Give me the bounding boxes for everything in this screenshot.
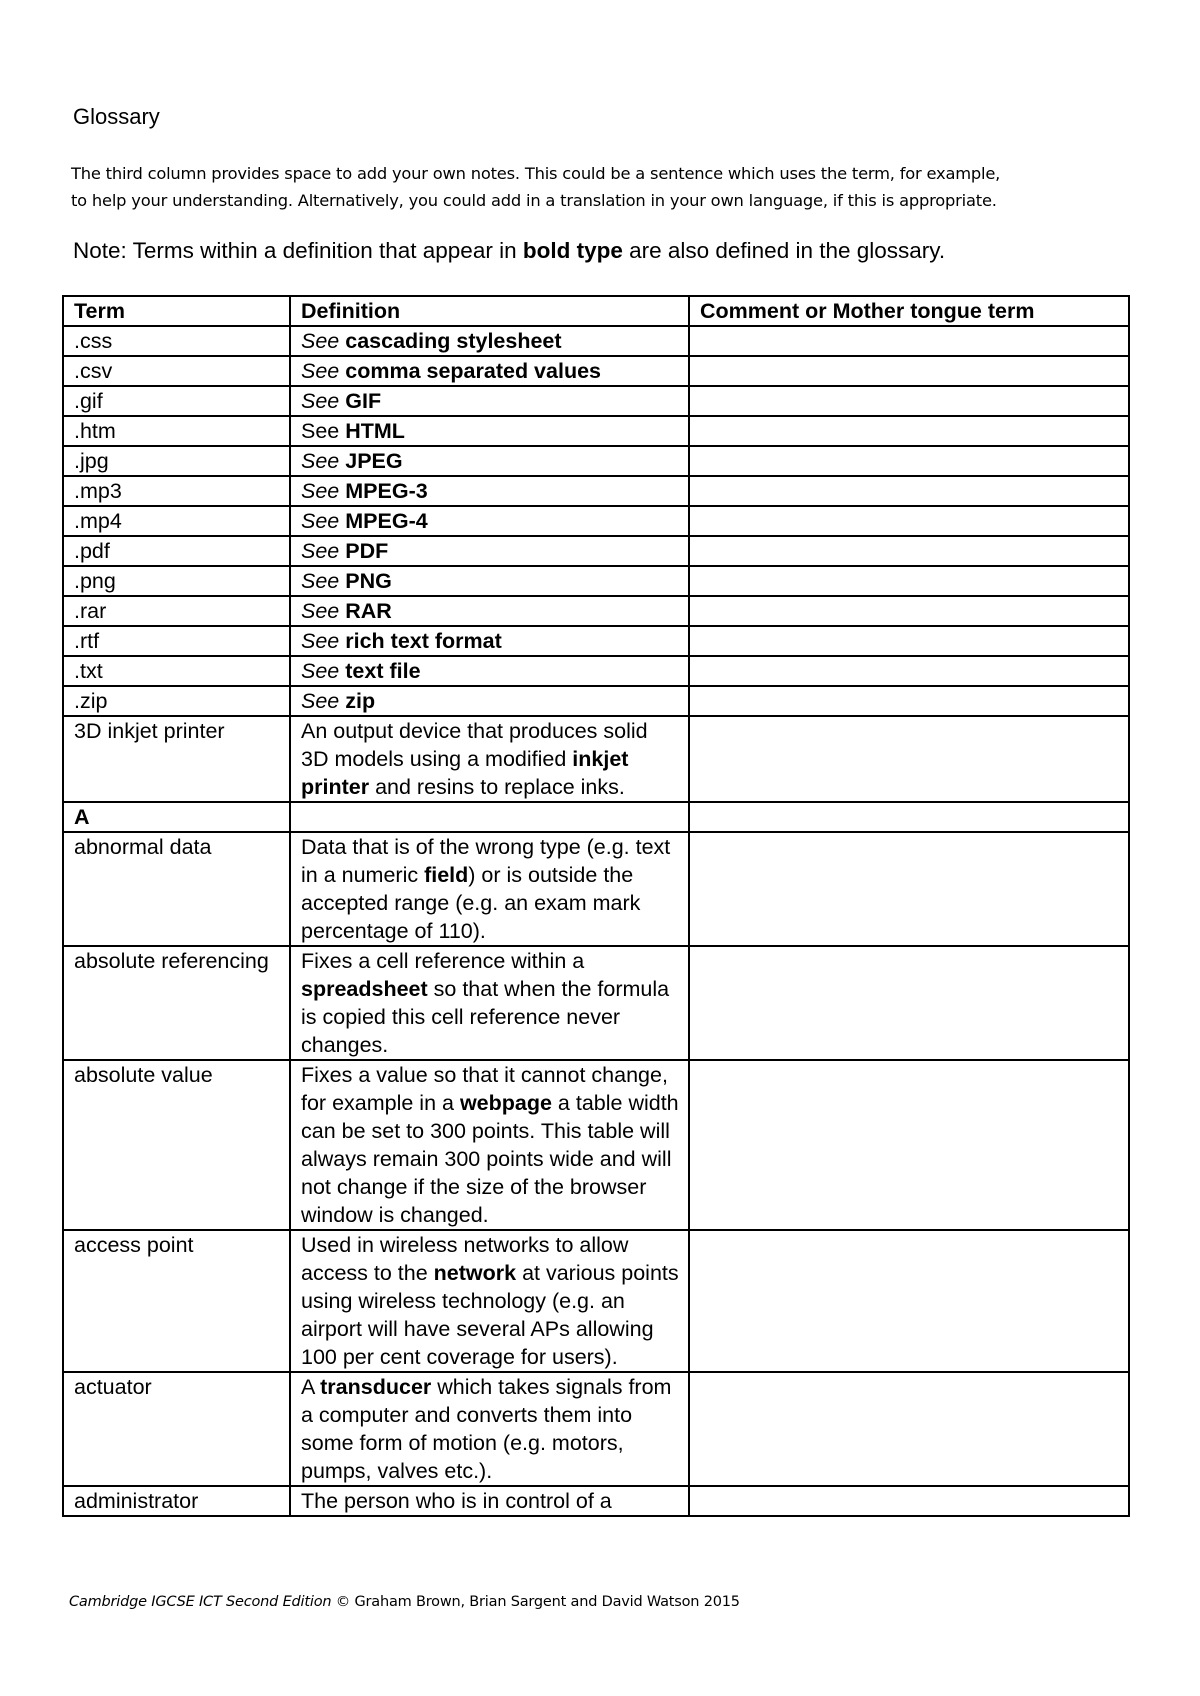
definition-bold-term: HTML [345, 419, 405, 443]
term-cell: .mp4 [63, 506, 290, 536]
comment-cell [689, 1372, 1129, 1486]
table-row [63, 476, 1129, 506]
definition-text: Fixes a value so that it cannot change, for example in a [301, 1063, 668, 1115]
footer [69, 1594, 740, 1610]
definition-cell [290, 832, 689, 946]
comment-cell [689, 536, 1129, 566]
term-cell: .css [63, 326, 290, 356]
definition-cell [290, 1372, 689, 1486]
comment-cell [689, 686, 1129, 716]
definition-text: so that when the formula is copied this cell reference never changes. [301, 977, 670, 1057]
definition-text: Used in wireless networks to allow access to the [301, 1233, 629, 1285]
definition-cell [290, 536, 689, 566]
comment-cell [689, 356, 1129, 386]
intro-text [71, 160, 1151, 214]
comment-cell [689, 386, 1129, 416]
definition-cell [290, 1060, 689, 1230]
definition-text: See [301, 659, 340, 683]
definition-cell [290, 446, 689, 476]
definition-text: See [301, 329, 340, 353]
note-bold: bold type [522, 238, 623, 263]
definition-cell [290, 506, 689, 536]
term-cell: abnormal data [63, 832, 290, 946]
definition-cell [290, 1230, 689, 1372]
table-row [63, 566, 1129, 596]
definition-cell [290, 686, 689, 716]
definition-bold-term: transducer [320, 1375, 432, 1399]
comment-cell [689, 1060, 1129, 1230]
table-row [63, 1230, 1129, 1372]
header-comment: Comment or Mother tongue term [689, 296, 1129, 326]
definition-bold-term: text file [345, 659, 421, 683]
term-cell: .htm [63, 416, 290, 446]
table-row [63, 626, 1129, 656]
definition-bold-term: network [433, 1261, 517, 1285]
definition-text: Data that is of the wrong type (e.g. text in a numeric [301, 835, 671, 887]
definition-text: See [301, 389, 340, 413]
term-cell: .jpg [63, 446, 290, 476]
definition-bold-term: webpage [459, 1091, 552, 1115]
comment-cell [689, 1486, 1129, 1516]
definition-text: See [301, 509, 340, 533]
definition-cell [290, 596, 689, 626]
definition-bold-term: rich text format [345, 629, 502, 653]
glossary-table [62, 295, 1130, 1517]
definition-cell [290, 416, 689, 446]
definition-text: and resins to replace inks. [369, 775, 625, 799]
definition-bold-term: comma separated values [345, 359, 601, 383]
comment-cell [689, 832, 1129, 946]
term-cell: absolute value [63, 1060, 290, 1230]
term-cell: .rtf [63, 626, 290, 656]
comment-cell [689, 716, 1129, 802]
term-cell: access point [63, 1230, 290, 1372]
comment-cell [689, 326, 1129, 356]
term-cell: administrator [63, 1486, 290, 1516]
definition-text: See [301, 539, 340, 563]
term-cell: A [63, 802, 290, 832]
definition-cell [290, 356, 689, 386]
note-prefix: Note: Terms within a definition that appear in [73, 238, 523, 263]
table-row [63, 386, 1129, 416]
definition-cell [290, 716, 689, 802]
comment-cell [689, 656, 1129, 686]
term-cell: .zip [63, 686, 290, 716]
table-row [63, 416, 1129, 446]
definition-cell [290, 626, 689, 656]
definition-bold-term: PNG [345, 569, 392, 593]
definition-bold-term: MPEG-3 [345, 479, 428, 503]
footer-book: Cambridge IGCSE ICT Second Edition [69, 1594, 332, 1610]
definition-cell [290, 656, 689, 686]
table-row [63, 326, 1129, 356]
comment-cell [689, 802, 1129, 832]
intro-line-2: to help your understanding. Alternatively, you could add in a translation in your own language, if this is appropriate. [71, 191, 997, 210]
term-cell: .txt [63, 656, 290, 686]
definition-text: A [301, 1375, 321, 1399]
term-cell: absolute referencing [63, 946, 290, 1060]
definition-text: a table width can be set to 300 points. This table will always remain 300 points wide and will not change if the size of the browser window is changed. [301, 1091, 679, 1227]
definition-text: The person who is in control of a [301, 1489, 612, 1513]
definition-bold-term: inkjet printer [301, 747, 629, 799]
comment-cell [689, 596, 1129, 626]
comment-cell [689, 946, 1129, 1060]
definition-bold-term: spreadsheet [301, 977, 428, 1001]
definition-cell [290, 802, 689, 832]
table-row [63, 716, 1129, 802]
table-row [63, 446, 1129, 476]
definition-text: ) or is outside the accepted range (e.g. an exam mark percentage of 110). [301, 863, 641, 943]
definition-bold-term: JPEG [345, 449, 403, 473]
term-cell: .gif [63, 386, 290, 416]
note [73, 238, 945, 264]
table-row [63, 946, 1129, 1060]
definition-bold-term: MPEG-4 [345, 509, 428, 533]
definition-bold-term: PDF [345, 539, 389, 563]
table-row [63, 596, 1129, 626]
intro-line-1: The third column provides space to add your own notes. This could be a sentence which uses the term, for example, [71, 164, 1001, 183]
comment-cell [689, 566, 1129, 596]
header-definition: Definition [290, 296, 689, 326]
term-cell: .pdf [63, 536, 290, 566]
table-row [63, 1060, 1129, 1230]
definition-text: See [301, 479, 340, 503]
definition-cell [290, 946, 689, 1060]
definition-cell [290, 326, 689, 356]
term-cell: .mp3 [63, 476, 290, 506]
definition-text: An output device that produces solid 3D models using a modified [301, 719, 648, 771]
table-row [63, 536, 1129, 566]
definition-text: See [301, 569, 340, 593]
page-title: Glossary [73, 104, 160, 129]
table-row [63, 686, 1129, 716]
glossary-body [63, 326, 1129, 1516]
comment-cell [689, 1230, 1129, 1372]
table-row [63, 1372, 1129, 1486]
table-row [63, 506, 1129, 536]
table-header-row [63, 296, 1129, 326]
definition-text: at various points using wireless technology (e.g. an airport will have several APs allowing 100 per cent coverage for users). [301, 1261, 679, 1369]
comment-cell [689, 446, 1129, 476]
note-suffix: are also defined in the glossary. [622, 238, 946, 263]
comment-cell [689, 626, 1129, 656]
definition-bold-term: RAR [345, 599, 392, 623]
definition-text: See [301, 689, 340, 713]
term-cell: actuator [63, 1372, 290, 1486]
definition-text: See [301, 629, 340, 653]
header-term: Term [63, 296, 290, 326]
comment-cell [689, 506, 1129, 536]
table-row [63, 802, 1129, 832]
definition-text: See [301, 359, 340, 383]
term-cell: 3D inkjet printer [63, 716, 290, 802]
table-row [63, 356, 1129, 386]
footer-copyright: © Graham Brown, Brian Sargent and David Watson 2015 [331, 1594, 740, 1610]
term-cell: .rar [63, 596, 290, 626]
definition-text: See [301, 599, 340, 623]
definition-bold-term: field [424, 863, 469, 887]
definition-cell [290, 476, 689, 506]
term-cell: .png [63, 566, 290, 596]
table-row [63, 656, 1129, 686]
definition-text: which takes signals from a computer and converts them into some form of motion (e.g. motors, pumps, valves etc.). [301, 1375, 672, 1483]
comment-cell [689, 476, 1129, 506]
definition-bold-term: GIF [345, 389, 382, 413]
comment-cell [689, 416, 1129, 446]
definition-bold-term: cascading stylesheet [345, 329, 562, 353]
definition-cell [290, 1486, 689, 1516]
definition-text: See [301, 419, 346, 443]
definition-cell [290, 566, 689, 596]
definition-text: Fixes a cell reference within a [301, 949, 585, 973]
table-row [63, 1486, 1129, 1516]
definition-text: See [301, 449, 340, 473]
definition-cell [290, 386, 689, 416]
table-row [63, 832, 1129, 946]
definition-bold-term: zip [345, 689, 376, 713]
term-cell: .csv [63, 356, 290, 386]
